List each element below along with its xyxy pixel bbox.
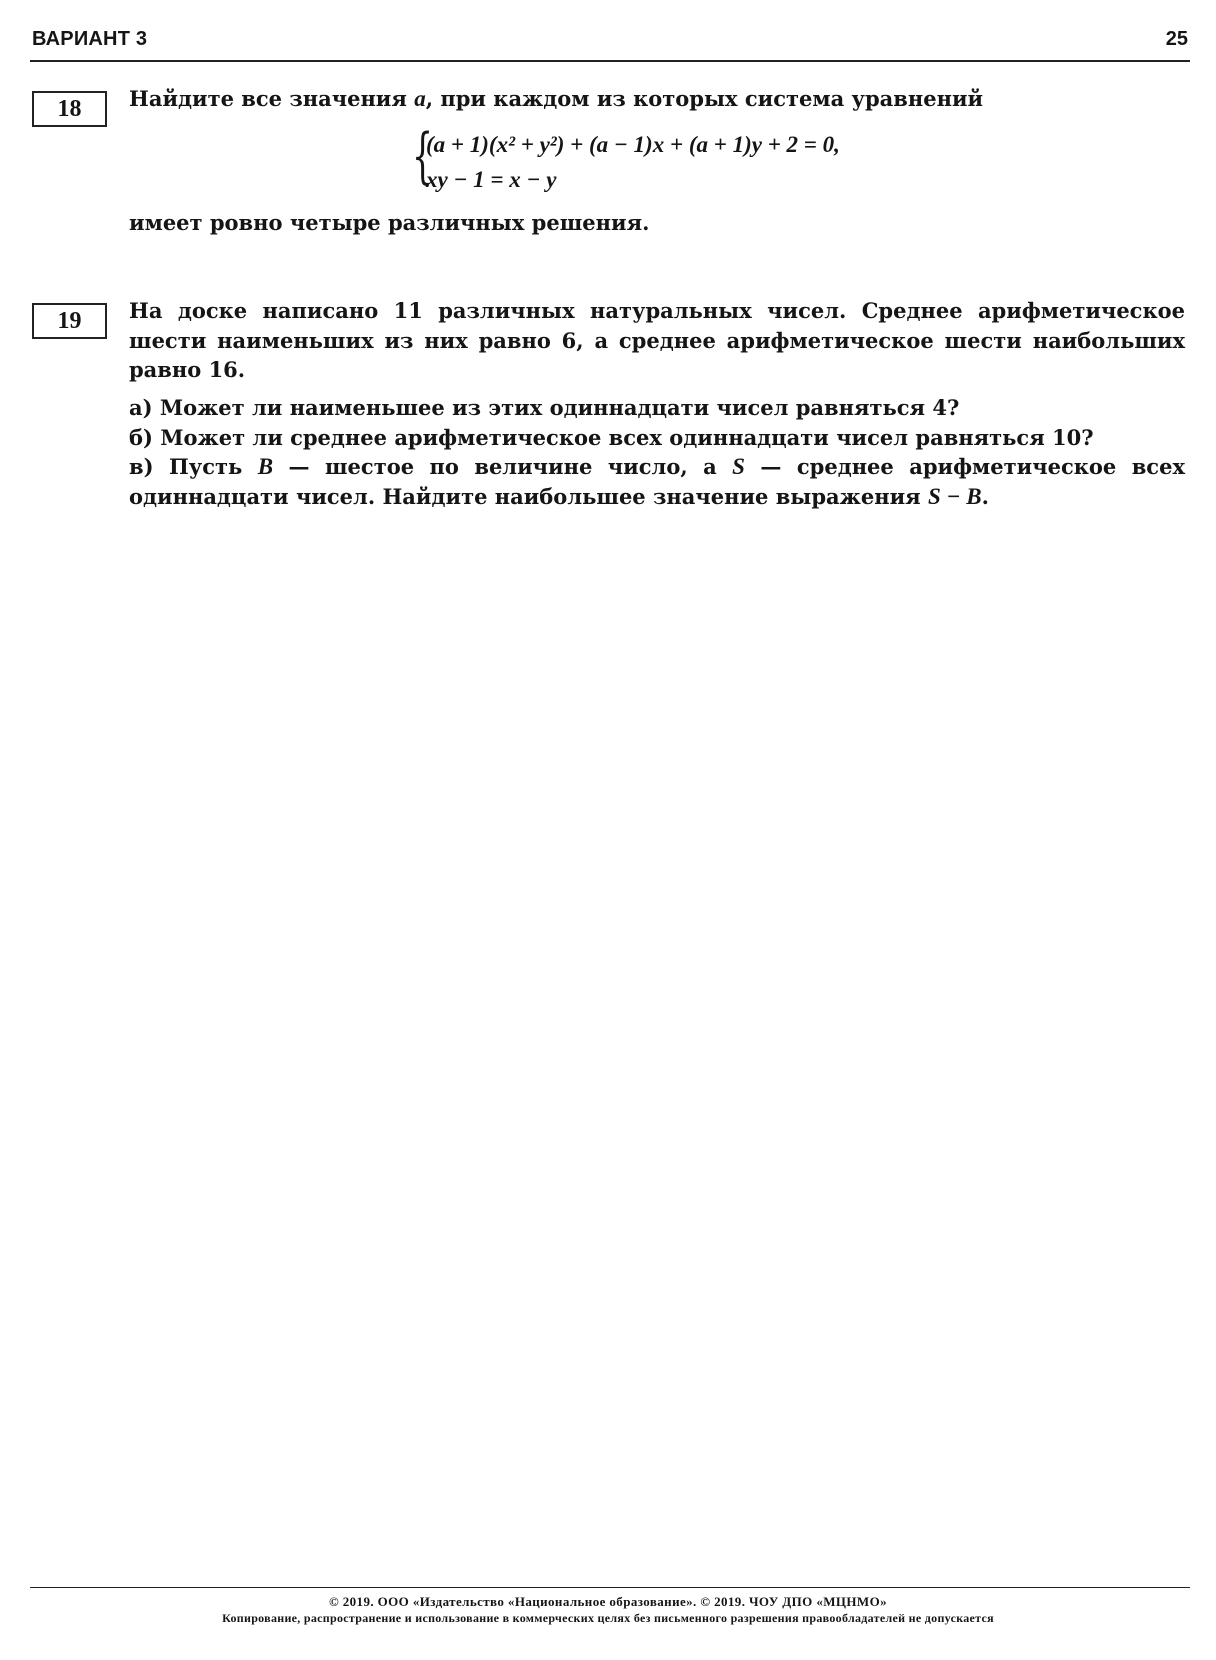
problem-19-statement [129,296,1185,385]
variable-b: B [257,454,274,479]
variable-s: S [732,454,745,479]
problem-18-intro [129,84,1185,114]
part-v-text-4: одиннадцати чисел. Найдите наибольшее значение выражения [129,483,928,509]
page-number: 25 [1165,28,1188,50]
variant-title: ВАРИАНТ 3 [32,28,148,50]
problem-19-number: 19 [32,303,107,339]
footer-divider [30,1587,1190,1588]
system-brace: { [412,121,434,191]
expression-s-minus-b: S − B [927,483,982,509]
intro-before: Найдите все значения [129,86,415,111]
statement-line-2: шести наименьших из них равно 6, а среднее арифметическое шести наибольших [129,327,1185,353]
part-v-text-2: — шестое по величине число, а [273,454,733,479]
equation-system [412,121,932,202]
problem-18-number: 18 [32,91,107,127]
statement-line-1: На доске написано 11 различных натуральных чисел. Среднее арифметическое [129,298,1185,323]
part-v-text-1: в) Пусть [129,454,258,479]
part-a: а) Может ли наименьшее из этих одиннадцати чисел равняться 4? [129,395,960,420]
equation-1: (a + 1)(x² + y²) + (a − 1)x + (a + 1)y + 2 = 0, [426,132,840,157]
part-b: б) Может ли среднее арифметическое всех одиннадцати чисел равняться 10? [129,424,1094,450]
part-v-line-2 [129,482,1185,512]
problem-19-parts [129,393,1185,511]
footer-notice: Копирование, распространение и использование в коммерческих целях без письменного разрешения правообладателей не допускается [222,1611,994,1625]
intro-after: , при каждом из которых система уравнений [425,86,984,111]
page-header [30,26,1190,62]
part-v-text-3: — среднее арифметическое всех [744,454,1185,479]
equation-2: xy − 1 = x − y [426,167,557,192]
statement-line-3: равно 16. [129,357,246,382]
footer-copyright: © 2019. ООО «Издательство «Национальное образование». © 2019. ЧОУ ДПО «МЦНМО» [328,1594,888,1609]
problem-18-conclusion: имеет ровно четыре различных решения. [129,210,650,235]
variable-a: a [414,86,426,111]
part-v-line-1 [129,452,1185,482]
part-v-period: . [981,483,989,509]
